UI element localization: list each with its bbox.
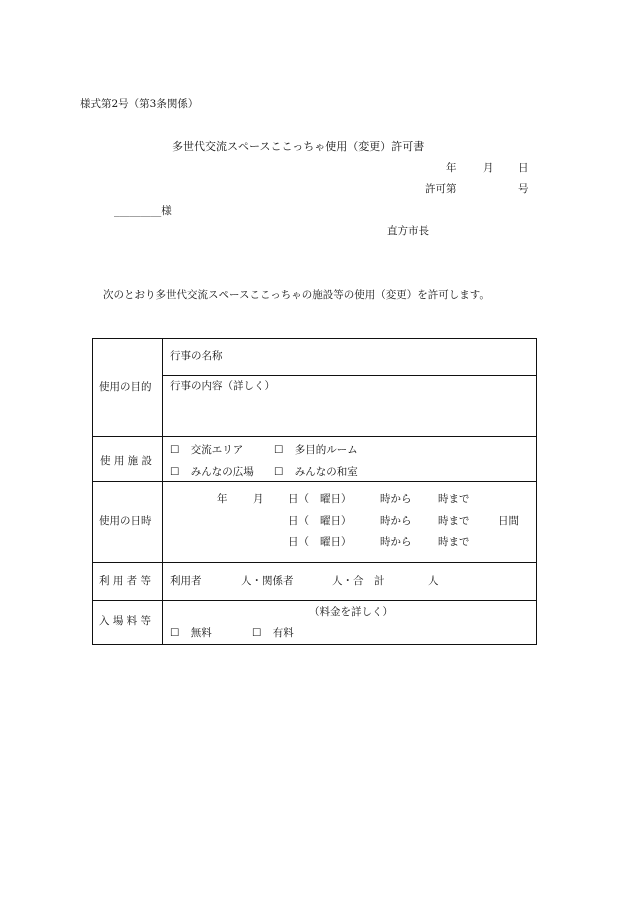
- date-month: 月: [483, 162, 494, 174]
- datetime-to: 時まで: [438, 515, 470, 527]
- facility-option-label: みんなの広場: [190, 466, 254, 478]
- facility-option-label: 交流エリア: [190, 444, 244, 456]
- permit-number-prefix: 許可第: [425, 183, 457, 195]
- admission-label: 入 場 料 等: [99, 615, 152, 627]
- total-count-label: 人・合 計: [332, 575, 385, 587]
- datetime-weekday: 曜日）: [320, 515, 352, 527]
- datetime-label: 使用の日時: [99, 515, 152, 527]
- datetime-weekday: 曜日）: [320, 536, 352, 548]
- issuer: 直方市長: [387, 225, 429, 237]
- permit-table: [92, 338, 537, 645]
- datetime-from: 時から: [380, 493, 412, 505]
- related-count-label: 人・関係者: [241, 575, 294, 587]
- datetime-day: 日（: [288, 515, 309, 527]
- facility-option-exchange-area[interactable]: [170, 445, 243, 456]
- table-row-divider: [93, 600, 536, 601]
- datetime-year: 年: [217, 493, 228, 505]
- datetime-from: 時から: [380, 536, 412, 548]
- datetime-from: 時から: [380, 515, 412, 527]
- admission-option-label: 無料: [190, 627, 212, 639]
- event-content-label: 行事の内容（詳しく）: [170, 380, 275, 392]
- form-number: 様式第2号（第3条関係）: [80, 98, 199, 110]
- document-title: 多世代交流スペースここっちゃ使用（変更）許可書: [172, 140, 425, 153]
- addressee-blank: _________: [114, 205, 162, 217]
- addressee-suffix: 様: [161, 205, 172, 217]
- datetime-day: 日（: [288, 536, 309, 548]
- addressee: [114, 206, 172, 217]
- datetime-day: 日（: [288, 493, 309, 505]
- users-count-label: 利用者: [170, 575, 202, 587]
- table-row-divider: [93, 481, 536, 482]
- facility-option-label: 多目的ルーム: [294, 444, 358, 456]
- datetime-month: 月: [253, 493, 264, 505]
- table-row-divider: [93, 562, 536, 563]
- datetime-to: 時まで: [438, 536, 470, 548]
- admission-option-paid[interactable]: [252, 628, 294, 639]
- checkbox-icon[interactable]: ☐: [170, 627, 180, 639]
- checkbox-icon[interactable]: ☐: [252, 627, 262, 639]
- users-label: 利 用 者 等: [99, 575, 152, 587]
- facility-option-japanese-room[interactable]: [274, 467, 358, 478]
- total-person-unit: 人: [428, 575, 439, 587]
- checkbox-icon[interactable]: ☐: [170, 444, 180, 456]
- body-text: 次のとおり多世代交流スペースここっちゃの施設等の使用（変更）を許可します。: [103, 289, 490, 301]
- facility-option-label: みんなの和室: [294, 466, 358, 478]
- event-name-label: 行事の名称: [170, 350, 223, 362]
- checkbox-icon[interactable]: ☐: [274, 444, 284, 456]
- date-day: 日: [518, 162, 529, 174]
- table-row-divider: [93, 436, 536, 437]
- checkbox-icon[interactable]: ☐: [274, 466, 284, 478]
- checkbox-icon[interactable]: ☐: [170, 466, 180, 478]
- datetime-to: 時まで: [438, 493, 470, 505]
- facility-option-plaza[interactable]: [170, 467, 254, 478]
- admission-option-label: 有料: [272, 627, 294, 639]
- permit-number-suffix: 号: [518, 183, 529, 195]
- purpose-label: 使用の目的: [99, 381, 152, 393]
- date-year: 年: [446, 162, 457, 174]
- facility-label: 使 用 施 設: [100, 455, 153, 467]
- facility-option-multipurpose-room[interactable]: [274, 445, 358, 456]
- table-inner-divider: [162, 375, 536, 376]
- datetime-weekday: 曜日）: [320, 493, 352, 505]
- datetime-days: 日間: [498, 515, 519, 527]
- admission-option-free[interactable]: [170, 628, 212, 639]
- fee-detail-label: （料金を詳しく）: [309, 606, 393, 618]
